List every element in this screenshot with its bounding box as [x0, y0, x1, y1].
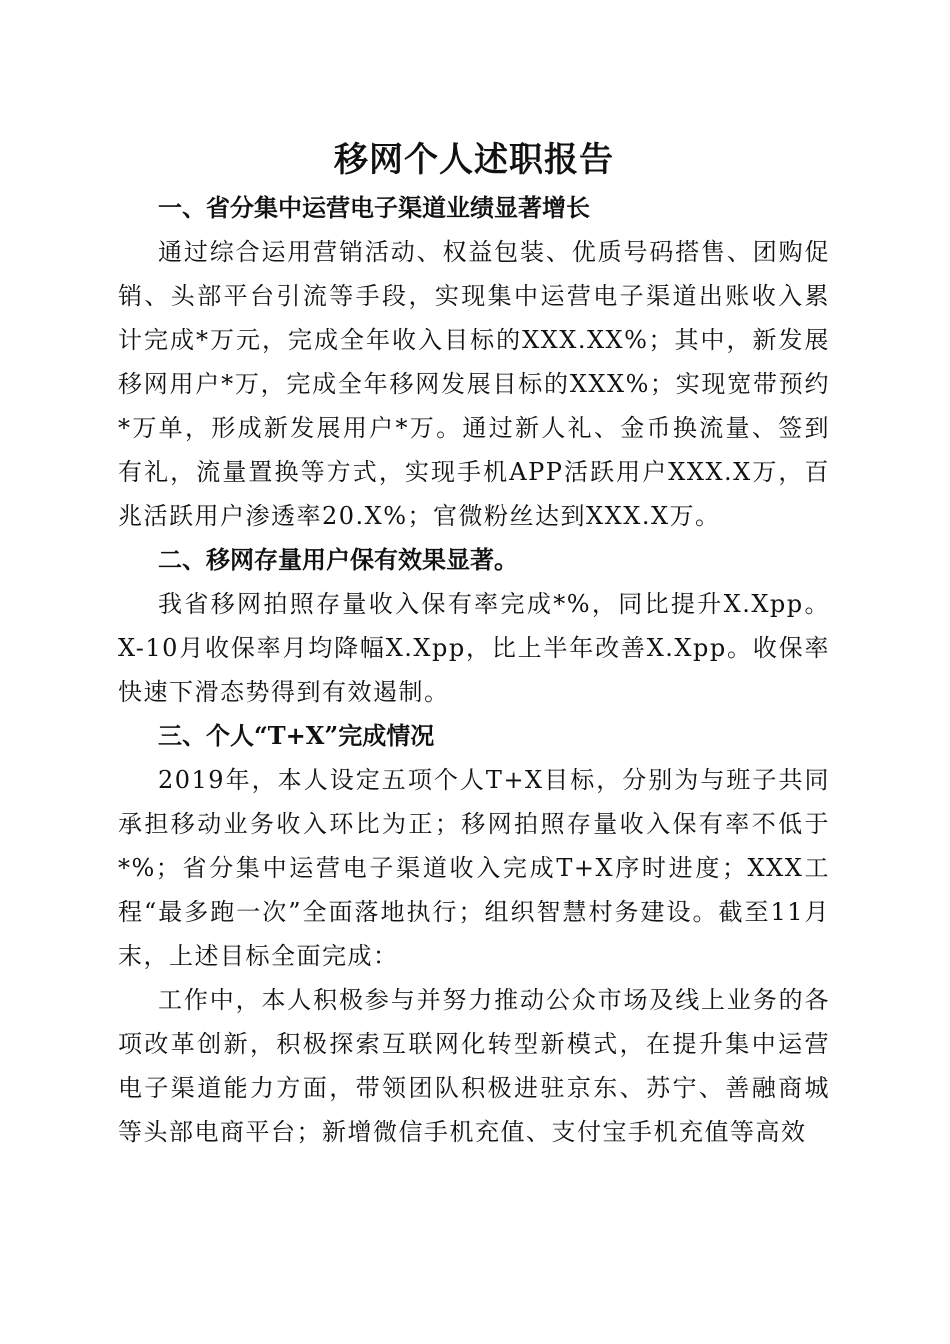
- section-1-paragraph-1: 通过综合运用营销活动、权益包装、优质号码搭售、团购促销、头部平台引流等手段，实现集中运营电子渠道出账收入累计完成*万元，完成全年收入目标的XXX.XX%；其中，新发展移网用户*万，完成全年移网发展目标的XXX%；实现宽带预约*万单，形成新发展用户*万。通过新人礼、金币换流量、签到有礼，流量置换等方式，实现手机APP活跃用户XXX.X万，百兆活跃用户渗透率20.X%；官微粉丝达到XXX.X万。: [118, 238, 830, 530]
- document-body: [118, 136, 830, 1154]
- section-3-paragraph-2: 工作中，本人积极参与并努力推动公众市场及线上业务的各项改革创新，积极探索互联网化转型新模式，在提升集中运营电子渠道能力方面，带领团队积极进驻京东、苏宁、善融商城等头部电商平台；新增微信手机充值、支付宝手机充值等高效: [118, 986, 830, 1146]
- section-2-paragraph-1: 我省移网拍照存量收入保有率完成*%，同比提升X.Xpp。X-10月收保率月均降幅X.Xpp，比上半年改善X.Xpp。收保率快速下滑态势得到有效遏制。: [118, 590, 830, 706]
- section-heading-2: 二、移网存量用户保有效果显著。: [158, 545, 518, 574]
- section-3-paragraph-1: 2019年，本人设定五项个人T+X目标，分别为与班子共同承担移动业务收入环比为正；移网拍照存量收入保有率不低于*%；省分集中运营电子渠道收入完成T+X序时进度；XXX工程“最多跑一次”全面落地执行；组织智慧村务建设。截至11月末，上述目标全面完成：: [118, 766, 830, 970]
- section-heading-3: 三、个人“T+X”完成情况: [158, 721, 435, 750]
- section-heading-1: 一、省分集中运营电子渠道业绩显著增长: [158, 193, 590, 222]
- document-title: 移网个人述职报告: [334, 140, 614, 180]
